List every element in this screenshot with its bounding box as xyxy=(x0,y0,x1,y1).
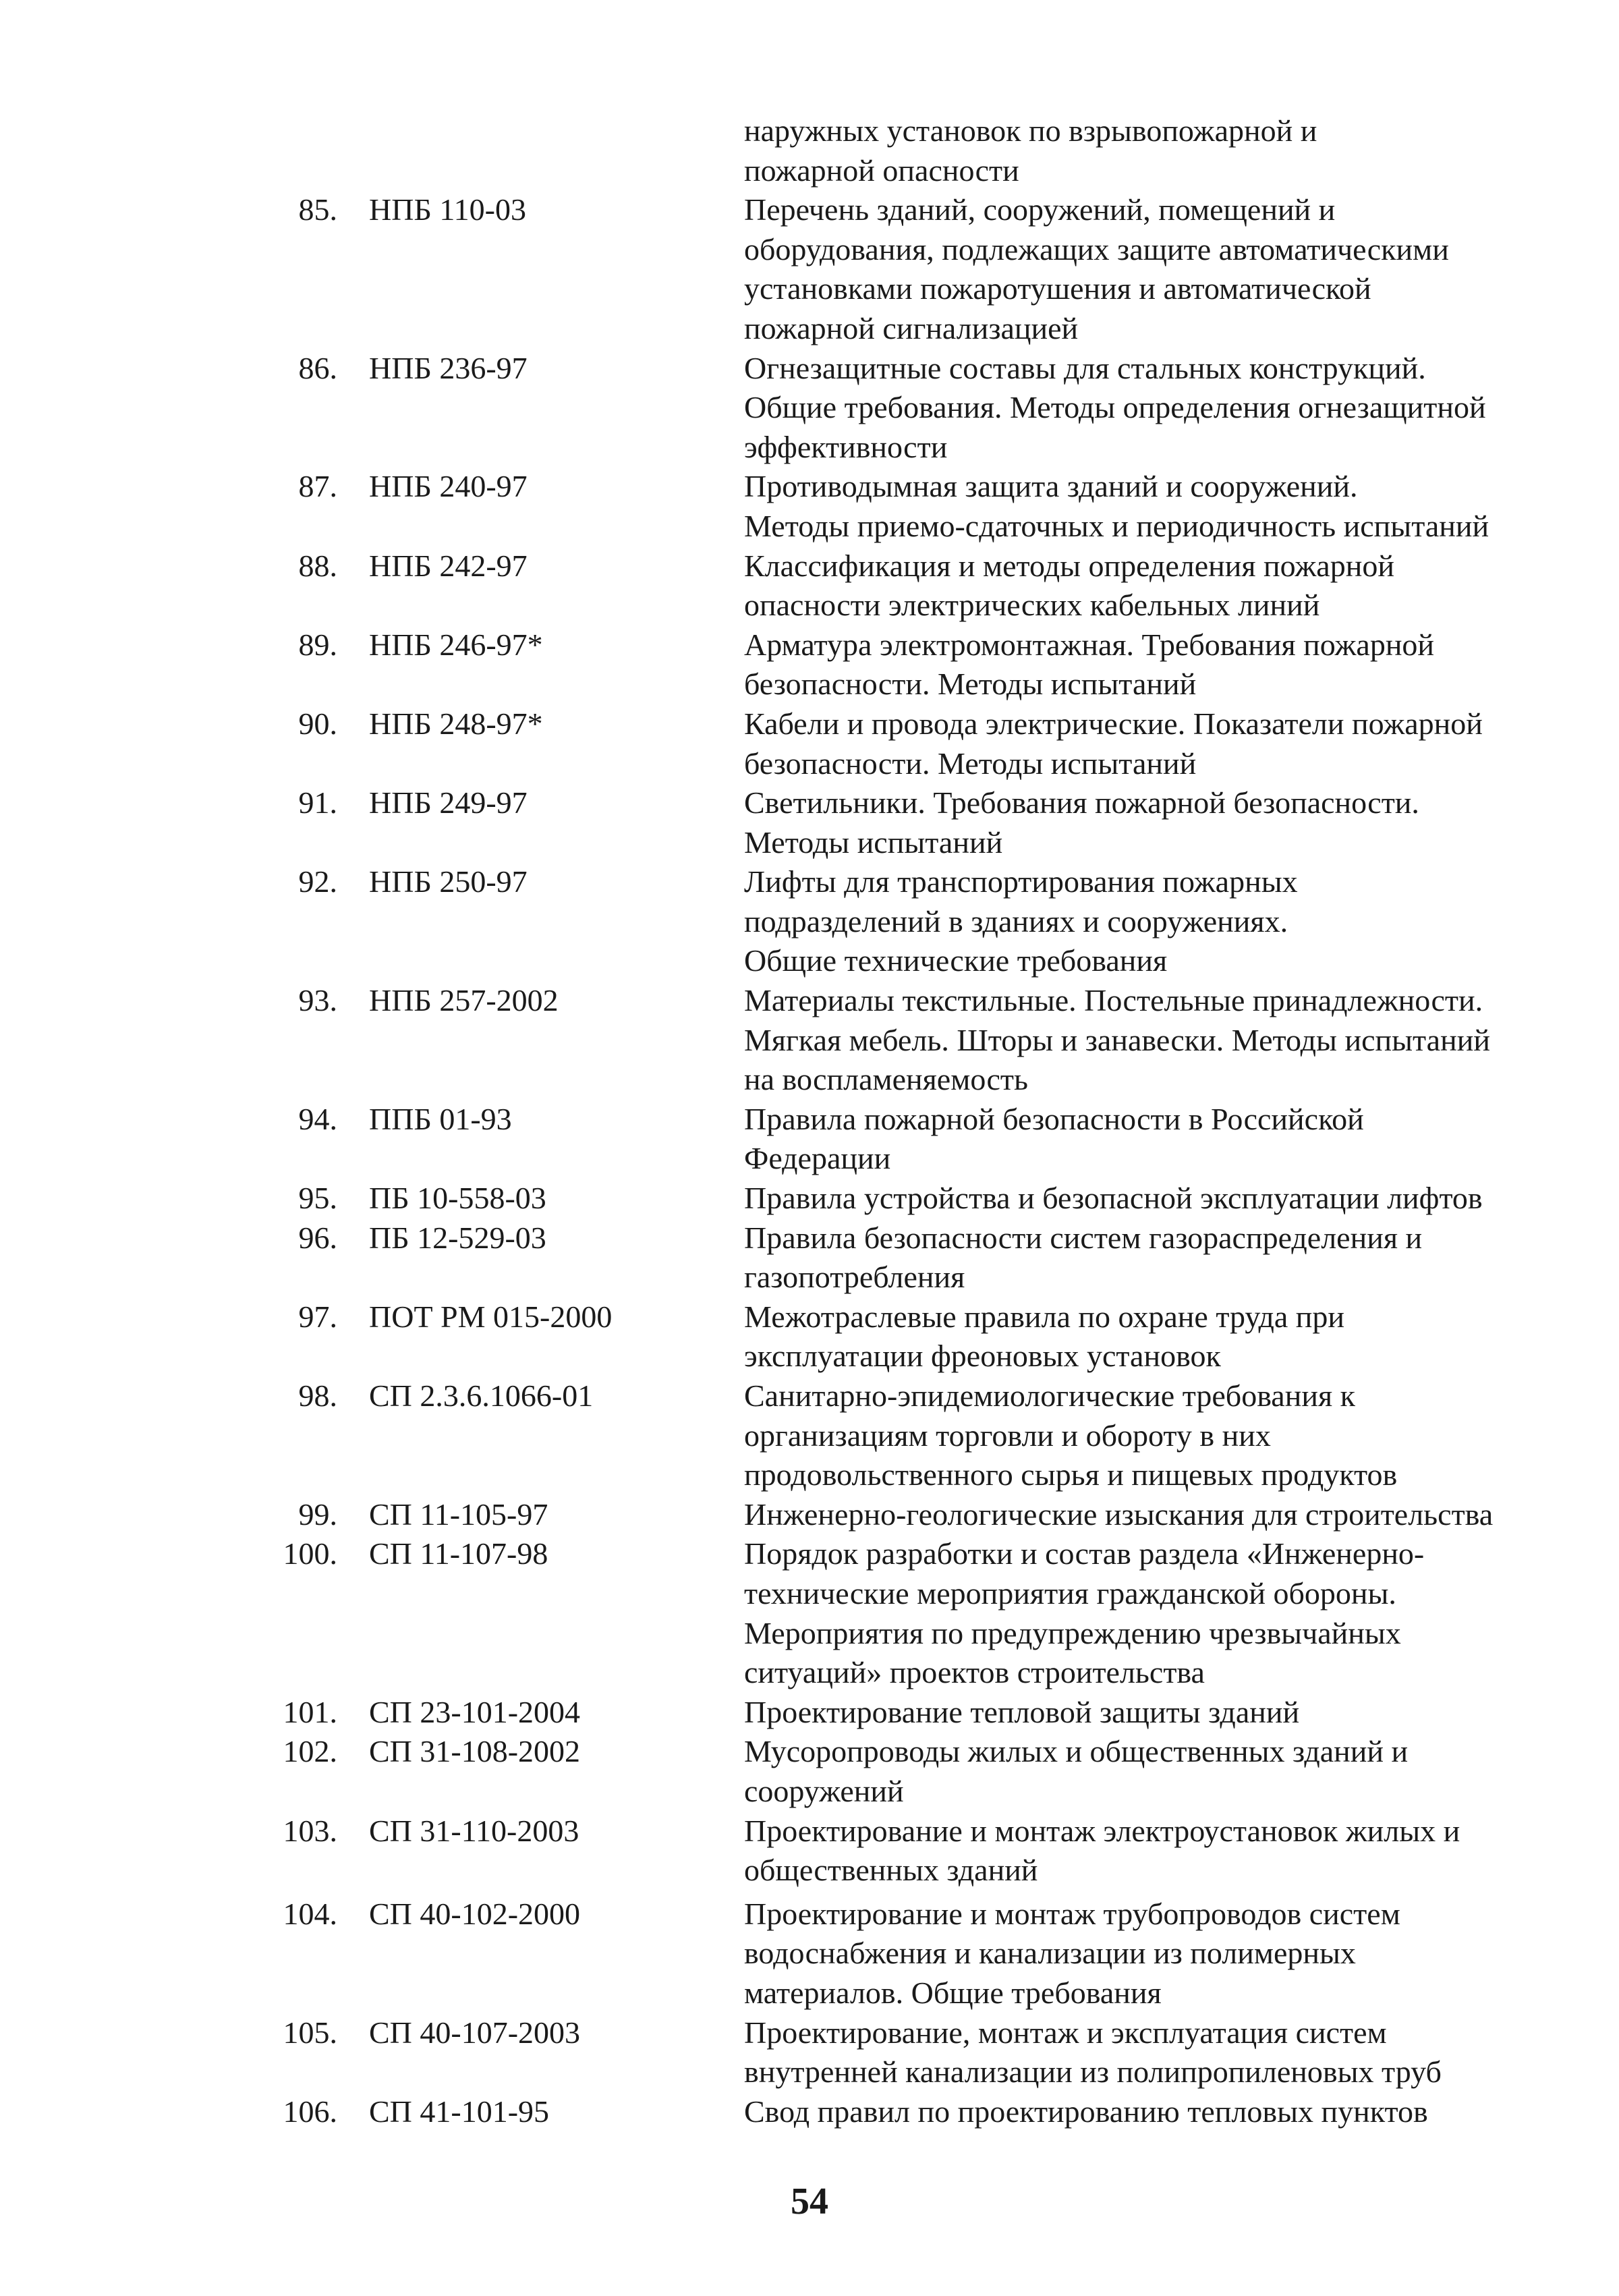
document-title-line: Федерации xyxy=(744,1141,891,1176)
list-item xyxy=(243,1812,1538,1891)
list-item xyxy=(243,349,1538,468)
document-title-line: внутренней канализации из полипропиленовых труб xyxy=(744,2054,1442,2090)
list-item xyxy=(243,547,1538,625)
document-title xyxy=(744,547,1570,625)
item-number: 106. xyxy=(283,2094,337,2129)
list-item xyxy=(243,190,1538,348)
document-title-line: Правила пожарной безопасности в Российской xyxy=(744,1101,1364,1136)
item-number: 97. xyxy=(298,1299,337,1334)
list-item xyxy=(243,1732,1538,1811)
item-number: 86. xyxy=(298,350,337,385)
document-code: ПБ 10-558-03 xyxy=(369,1181,546,1216)
document-title-line: Арматура электромонтажная. Требования пожарной xyxy=(744,627,1435,662)
document-title-line: Лифты для транспортирования пожарных xyxy=(744,864,1298,899)
document-title-line: сооружений xyxy=(744,1773,904,1808)
list-item xyxy=(243,783,1538,862)
item-number: 87. xyxy=(298,469,337,504)
document-title xyxy=(744,1100,1570,1179)
document-title xyxy=(744,2013,1570,2092)
item-number: 91. xyxy=(298,785,337,820)
document-title-line: подразделений в зданиях и сооружениях. xyxy=(744,903,1288,939)
document-title xyxy=(744,1376,1570,1495)
page-number: 54 xyxy=(791,2181,828,2222)
list-item xyxy=(243,2013,1538,2092)
item-number: 105. xyxy=(283,2015,337,2050)
document-title-line: оборудования, подлежащих защите автоматическими xyxy=(744,231,1449,267)
list-item xyxy=(243,2092,1538,2132)
document-title-line: Порядок разработки и состав раздела «Инженерно- xyxy=(744,1536,1425,1571)
document-code: СП 40-102-2000 xyxy=(369,1896,581,1931)
document-title-line: Санитарно-эпидемиологические требования к xyxy=(744,1378,1355,1413)
item-number: 94. xyxy=(298,1101,337,1136)
list-item xyxy=(243,1219,1538,1297)
document-title xyxy=(744,862,1570,981)
item-number: 96. xyxy=(298,1220,337,1255)
item-number: 98. xyxy=(298,1378,337,1413)
list-item xyxy=(243,862,1538,981)
document-title-line: эффективности xyxy=(744,429,948,464)
list-item xyxy=(243,1100,1538,1179)
document-title xyxy=(744,111,1570,190)
document-title-line: Общие требования. Методы определения огнезащитной xyxy=(744,390,1486,425)
document-title-line: организациям торговли и обороту в них xyxy=(744,1418,1271,1453)
document-title-line: наружных установок по взрывопожарной и xyxy=(744,113,1317,148)
item-number: 90. xyxy=(298,706,337,741)
normative-documents-list xyxy=(243,111,1538,2131)
list-item xyxy=(243,467,1538,546)
document-title-line: Общие технические требования xyxy=(744,943,1168,978)
document-title-line: Проектирование, монтаж и эксплуатация систем xyxy=(744,2015,1387,2050)
document-title-line: пожарной опасности xyxy=(744,152,1019,188)
document-title-line: Мягкая мебель. Шторы и занавески. Методы испытаний xyxy=(744,1022,1490,1057)
item-number: 92. xyxy=(298,864,337,899)
document-code: НПБ 246-97* xyxy=(369,627,543,662)
document-title-line: Правила безопасности систем газораспределения и xyxy=(744,1220,1423,1255)
document-title-line: технические мероприятия гражданской обороны. xyxy=(744,1575,1396,1611)
document-title-line: общественных зданий xyxy=(744,1853,1038,1888)
document-title-line: Правила устройства и безопасной эксплуатации лифтов xyxy=(744,1181,1483,1216)
document-title-line: Проектирование и монтаж электроустановок жилых и xyxy=(744,1813,1460,1848)
list-item xyxy=(243,981,1538,1100)
document-title xyxy=(744,1895,1570,2013)
document-title-line: газопотребления xyxy=(744,1260,965,1295)
document-title-line: продовольственного сырья и пищевых продуктов xyxy=(744,1457,1398,1492)
document-code: НПБ 236-97 xyxy=(369,350,528,385)
document-title-line: Классификация и методы определения пожарной xyxy=(744,548,1394,583)
document-title xyxy=(744,1812,1570,1891)
item-number: 88. xyxy=(298,548,337,583)
document-title-line: установками пожаротушения и автоматической xyxy=(744,271,1371,306)
document-title xyxy=(744,1179,1570,1219)
document-code: СП 31-108-2002 xyxy=(369,1734,581,1769)
list-item xyxy=(243,1376,1538,1495)
document-code: НПБ 249-97 xyxy=(369,785,528,820)
document-title-line: Кабели и провода электрические. Показатели пожарной xyxy=(744,706,1483,741)
document-code xyxy=(337,111,744,190)
document-code: НПБ 257-2002 xyxy=(369,983,559,1018)
item-number: 95. xyxy=(298,1181,337,1216)
list-item xyxy=(243,1693,1538,1733)
document-code: НПБ 110-03 xyxy=(369,192,526,227)
document-code: СП 23-101-2004 xyxy=(369,1694,581,1729)
document-title xyxy=(744,1693,1570,1733)
item-number: 93. xyxy=(298,983,337,1018)
item-number: 101. xyxy=(283,1694,337,1729)
document-title xyxy=(744,1732,1570,1811)
item-number xyxy=(243,111,337,190)
document-title xyxy=(744,1495,1570,1535)
document-code: СП 11-107-98 xyxy=(369,1536,548,1571)
document-title xyxy=(744,981,1570,1100)
document-title-line: безопасности. Методы испытаний xyxy=(744,667,1197,702)
document-title xyxy=(744,783,1570,862)
document-code: ПОТ РМ 015-2000 xyxy=(369,1299,613,1334)
document-title xyxy=(744,467,1570,546)
document-title-line: ситуаций» проектов строительства xyxy=(744,1655,1205,1690)
document-title-line: Методы приемо-сдаточных и периодичность испытаний xyxy=(744,508,1489,543)
document-title xyxy=(744,1297,1570,1376)
document-title-line: Свод правил по проектированию тепловых пунктов xyxy=(744,2094,1428,2129)
document-title-line: Светильники. Требования пожарной безопасности. xyxy=(744,785,1419,820)
document-title-line: Мероприятия по предупреждению чрезвычайных xyxy=(744,1615,1401,1650)
document-title-line: материалов. Общие требования xyxy=(744,1975,1162,2010)
document-title-line: на воспламеняемость xyxy=(744,1062,1028,1097)
document-title-line: Инженерно-геологические изыскания для строительства xyxy=(744,1496,1494,1532)
list-item xyxy=(243,1179,1538,1219)
document-code: СП 31-110-2003 xyxy=(369,1813,579,1848)
document-code: СП 40-107-2003 xyxy=(369,2015,581,2050)
document-title xyxy=(744,190,1570,348)
document-code: НПБ 240-97 xyxy=(369,469,528,504)
document-title xyxy=(744,1534,1570,1692)
document-code: НПБ 248-97* xyxy=(369,706,543,741)
document-title-line: Противодымная защита зданий и сооружений. xyxy=(744,469,1358,504)
document-title-line: Методы испытаний xyxy=(744,824,1003,860)
document-title-line: эксплуатации фреоновых установок xyxy=(744,1339,1221,1374)
list-item xyxy=(243,704,1538,783)
document-title-line: пожарной сигнализацией xyxy=(744,310,1079,345)
document-title-line: Материалы текстильные. Постельные принадлежности. xyxy=(744,983,1483,1018)
list-item xyxy=(243,1297,1538,1376)
document-code: ППБ 01-93 xyxy=(369,1101,512,1136)
document-title-line: опасности электрических кабельных линий xyxy=(744,588,1320,623)
item-number: 89. xyxy=(298,627,337,662)
document-code: ПБ 12-529-03 xyxy=(369,1220,546,1255)
document-title-line: Межотраслевые правила по охране труда при xyxy=(744,1299,1345,1334)
item-number: 99. xyxy=(298,1496,337,1532)
list-item xyxy=(243,1895,1538,2013)
document-title xyxy=(744,2092,1570,2132)
item-number: 103. xyxy=(283,1813,337,1848)
document-code: НПБ 242-97 xyxy=(369,548,528,583)
document-code: НПБ 250-97 xyxy=(369,864,528,899)
document-title-line: Проектирование тепловой защиты зданий xyxy=(744,1694,1300,1729)
document-title xyxy=(744,625,1570,704)
item-number: 104. xyxy=(283,1896,337,1931)
document-title-line: Мусоропроводы жилых и общественных зданий и xyxy=(744,1734,1409,1769)
list-item xyxy=(243,1495,1538,1535)
document-title-line: водоснабжения и канализации из полимерных xyxy=(744,1936,1356,1971)
item-number: 102. xyxy=(283,1734,337,1769)
list-item xyxy=(243,1534,1538,1692)
document-code: СП 11-105-97 xyxy=(369,1496,548,1532)
list-item xyxy=(243,625,1538,704)
document-code: СП 2.3.6.1066-01 xyxy=(369,1378,594,1413)
document-title xyxy=(744,1219,1570,1297)
list-item xyxy=(243,111,1538,190)
document-title-line: Огнезащитные составы для стальных конструкций. xyxy=(744,350,1426,385)
document-title xyxy=(744,704,1570,783)
document-title xyxy=(744,349,1570,468)
document-title-line: Проектирование и монтаж трубопроводов систем xyxy=(744,1896,1400,1931)
item-number: 85. xyxy=(298,192,337,227)
document-code: СП 41-101-95 xyxy=(369,2094,550,2129)
document-title-line: Перечень зданий, сооружений, помещений и xyxy=(744,192,1336,227)
document-title-line: безопасности. Методы испытаний xyxy=(744,746,1197,781)
item-number: 100. xyxy=(283,1536,337,1571)
